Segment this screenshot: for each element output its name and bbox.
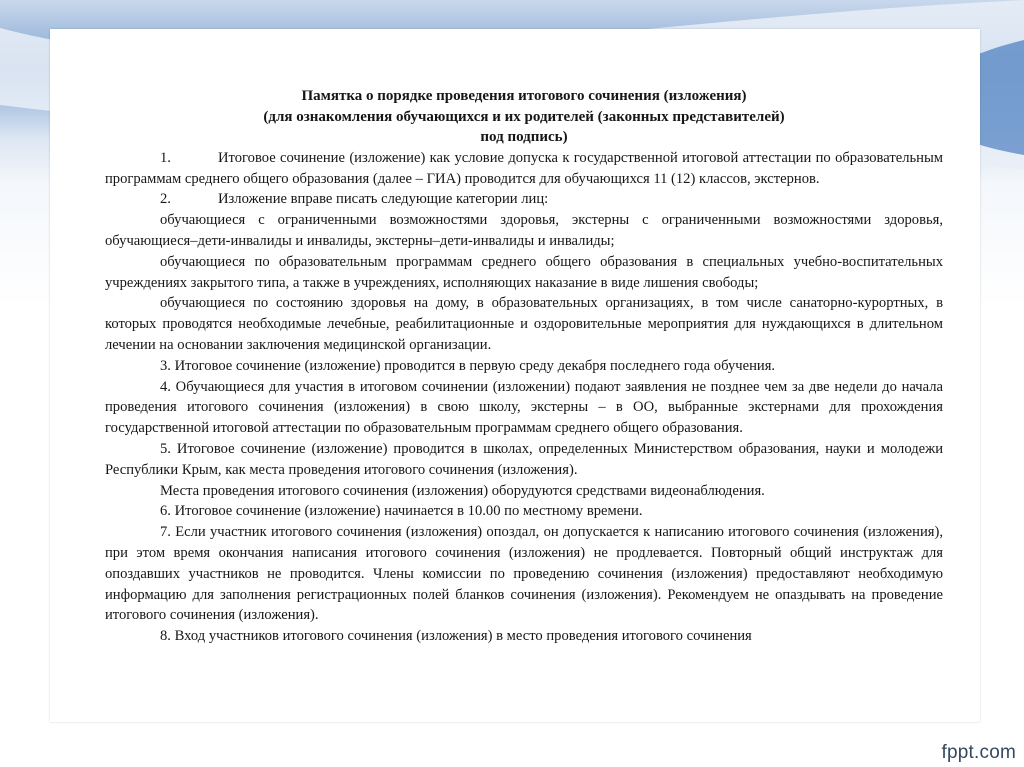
document-text bbox=[105, 86, 943, 647]
title-line-1: Памятка о порядке проведения итогового сочинения (изложения) bbox=[301, 88, 747, 104]
paragraph-1-text: Итоговое сочинение (изложение) как условие допуска к государственной итоговой аттестации по образовательным программам среднего общего образования (далее – ГИА) проводится для обучающихся 11 (12) классов, экстернов. bbox=[105, 149, 943, 187]
paragraph-7: 7. Если участник итогового сочинения (изложения) опоздал, он допускается к написанию итогового сочинения (изложения), при этом время окончания написания итогового сочинения (изложения) не продлевается. Повторный общий инструктаж для опоздавших участников не проводится. Члены комиссии по проведению сочинения (изложения) предоставляют необходимую информацию для заполнения регистрационных полей бланков сочинения (изложения). Рекомендуем не опаздывать на проведение итогового сочинения (изложения). bbox=[105, 524, 943, 624]
paragraph-4: 4. Обучающиеся для участия в итоговом сочинении (изложении) подают заявления не позднее чем за две недели до начала проведения итогового сочинения (изложения) в свою школу, экстерны – в ОО, выбранные экстернами для прохождения государственной итоговой аттестации по образовательным программам среднего общего образования. bbox=[105, 378, 943, 437]
paragraph-8: 8. Вход участников итогового сочинения (изложения) в место проведения итогового сочинения bbox=[160, 628, 752, 645]
paragraph-5b: Места проведения итогового сочинения (изложения) оборудуются средствами видеонаблюдения. bbox=[160, 482, 765, 499]
title-line-3: под подпись) bbox=[480, 129, 568, 146]
paragraph-6: 6. Итоговое сочинение (изложение) начинается в 10.00 по местному времени. bbox=[160, 503, 643, 520]
title-line-2: (для ознакомления обучающихся и их родителей (законных представителей) bbox=[263, 108, 785, 125]
paragraph-2-number: 2. bbox=[160, 191, 171, 208]
paragraph-1-number: 1. bbox=[160, 149, 171, 166]
paragraph-5: 5. Итоговое сочинение (изложение) проводится в школах, определенных Министерством образования, науки и молодежи Республики Крым, как места проведения итогового сочинения (изложения). bbox=[105, 440, 943, 478]
document-page bbox=[50, 29, 980, 722]
paragraph-2c: обучающиеся по состоянию здоровья на дому, в образовательных организациях, в том числе санаторно-курортных, в которых проводятся необходимые лечебные, реабилитационные и оздоровительные мероприятия для нуждающихся в длительном лечении на основании заключения медицинской организации. bbox=[105, 295, 943, 353]
paragraph-2a: обучающиеся с ограниченными возможностями здоровья, экстерны с ограниченными возможностями здоровья, обучающиеся–дети-инвалиды и инвалиды, экстерны–дети-инвалиды и инвалиды; bbox=[105, 212, 943, 249]
paragraph-2b: обучающиеся по образовательным программам среднего общего образования в специальных учебно-воспитательных учреждениях закрытого типа, а также в учреждениях, исполняющих наказание в виде лишения свободы; bbox=[105, 253, 943, 291]
paragraph-1 bbox=[105, 148, 943, 190]
document-title bbox=[105, 86, 943, 148]
paragraph-2 bbox=[105, 189, 943, 210]
paragraph-2-text: Изложение вправе писать следующие категории лиц: bbox=[218, 191, 549, 208]
paragraph-3: 3. Итоговое сочинение (изложение) проводится в первую среду декабря последнего года обучения. bbox=[160, 357, 776, 374]
fppt-watermark: fppt.com bbox=[941, 742, 1016, 763]
